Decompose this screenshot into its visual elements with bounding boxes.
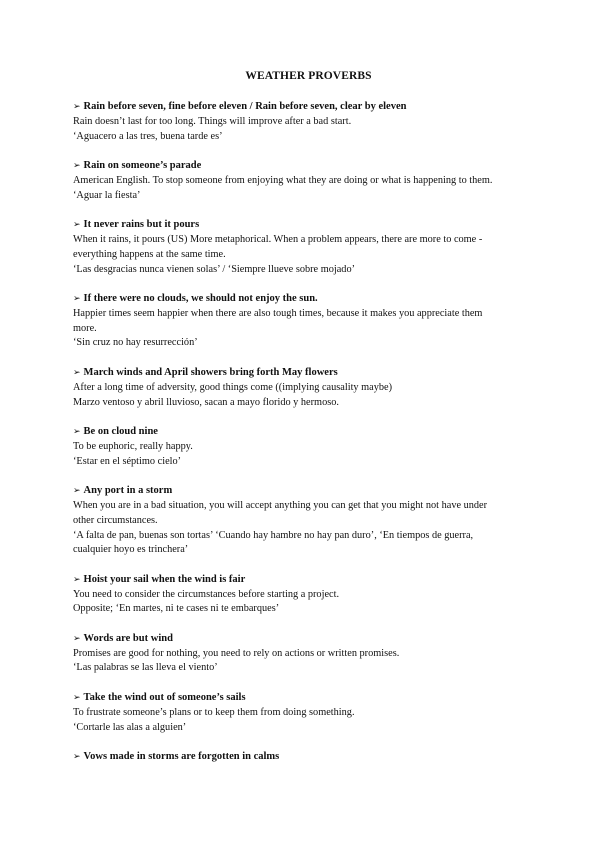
proverb-title bbox=[73, 749, 544, 765]
proverb-item bbox=[73, 291, 544, 351]
proverb-title-text: Rain on someone’s parade bbox=[83, 160, 202, 172]
proverb-line: To frustrate someone’s plans or to keep them from doing something. bbox=[73, 707, 355, 719]
proverb-line: other circumstances. bbox=[73, 514, 158, 526]
proverb-title bbox=[73, 690, 544, 706]
proverb-title bbox=[73, 291, 544, 307]
proverb-line: more. bbox=[73, 322, 97, 334]
proverb-item bbox=[73, 631, 544, 676]
proverb-title-text: It never rains but it pours bbox=[83, 219, 200, 231]
proverb-line: ‘Cortarle las alas a alguien’ bbox=[73, 721, 187, 733]
proverb-title-text: Vows made in storms are forgotten in calms bbox=[83, 751, 280, 763]
proverb-title-text: Be on cloud nine bbox=[83, 426, 158, 438]
proverb-title-text: Any port in a storm bbox=[83, 485, 173, 497]
proverb-title-text: Words are but wind bbox=[83, 632, 173, 644]
arrow-bullet-icon: ➢ bbox=[73, 633, 81, 644]
proverb-line: ‘Aguacero a las tres, buena tarde es’ bbox=[73, 130, 223, 142]
proverb-title-text: March winds and April showers bring forth May flowers bbox=[83, 366, 338, 378]
arrow-bullet-icon: ➢ bbox=[73, 294, 81, 305]
proverb-item bbox=[73, 424, 544, 469]
proverb-item bbox=[73, 572, 544, 617]
proverb-item bbox=[73, 217, 544, 277]
arrow-bullet-icon: ➢ bbox=[73, 427, 81, 438]
proverb-line: Opposite; ‘En martes, ni te cases ni te embarques’ bbox=[73, 603, 280, 615]
proverb-line: When you are in a bad situation, you will accept anything you can get that you might not have under bbox=[73, 500, 488, 512]
document-title: WEATHER PROVERBS bbox=[245, 70, 372, 82]
proverb-title bbox=[73, 424, 544, 440]
proverb-item bbox=[73, 365, 544, 410]
proverb-title bbox=[73, 572, 544, 588]
proverb-title-text: Hoist your sail when the wind is fair bbox=[83, 573, 246, 585]
proverb-line: Happier times seem happier when there are also tough times, because it makes you appreciate them bbox=[73, 308, 483, 320]
arrow-bullet-icon: ➢ bbox=[73, 367, 81, 378]
proverb-line: everything happens at the same time. bbox=[73, 248, 226, 260]
arrow-bullet-icon: ➢ bbox=[73, 220, 81, 231]
proverb-title-text: Take the wind out of someone’s sails bbox=[83, 692, 246, 704]
proverb-item bbox=[73, 483, 544, 557]
proverb-line: Promises are good for nothing, you need to rely on actions or written promises. bbox=[73, 647, 400, 659]
proverb-line: ‘Sin cruz no hay resurrección’ bbox=[73, 337, 198, 349]
proverb-list bbox=[73, 99, 544, 765]
proverb-line: ‘Aguar la fiesta’ bbox=[73, 189, 141, 201]
proverb-line: ‘Estar en el séptimo cielo’ bbox=[73, 455, 182, 467]
proverb-title bbox=[73, 99, 544, 115]
proverb-line: You need to consider the circumstances before starting a project. bbox=[73, 588, 340, 600]
proverb-line: When it rains, it pours (US) More metaphorical. When a problem appears, there are more to come - bbox=[73, 234, 483, 246]
arrow-bullet-icon: ➢ bbox=[73, 693, 81, 704]
proverb-item bbox=[73, 158, 544, 203]
proverb-title bbox=[73, 483, 544, 499]
proverb-line: cualquier hoyo es trinchera’ bbox=[73, 544, 189, 556]
arrow-bullet-icon: ➢ bbox=[73, 752, 81, 763]
arrow-bullet-icon: ➢ bbox=[73, 102, 81, 112]
arrow-bullet-icon: ➢ bbox=[73, 574, 81, 585]
proverb-line: ‘A falta de pan, buenas son tortas’ ‘Cuando hay hambre no hay pan duro’, ‘En tiempos de guerra, bbox=[73, 529, 474, 541]
proverb-title bbox=[73, 158, 544, 174]
proverb-item bbox=[73, 749, 544, 765]
proverb-title bbox=[73, 217, 544, 233]
arrow-bullet-icon: ➢ bbox=[73, 486, 81, 497]
proverb-line: American English. To stop someone from enjoying what they are doing or what is happening to them. bbox=[73, 175, 493, 187]
proverb-item bbox=[73, 690, 544, 735]
proverb-line: ‘Las desgracias nunca vienen solas’ / ‘Siempre llueve sobre mojado’ bbox=[73, 263, 356, 275]
proverb-title bbox=[73, 631, 544, 647]
proverb-line: ‘Las palabras se las lleva el viento’ bbox=[73, 662, 218, 674]
proverb-title bbox=[73, 365, 544, 381]
proverb-line: After a long time of adversity, good things come ((implying causality maybe) bbox=[73, 381, 393, 393]
proverb-title-text: If there were no clouds, we should not enjoy the sun. bbox=[83, 293, 318, 305]
proverb-title-text: Rain before seven, fine before eleven / Rain before seven, clear by eleven bbox=[83, 101, 407, 112]
proverb-line: Marzo ventoso y abril lluvioso, sacan a mayo florido y hermoso. bbox=[73, 396, 339, 408]
proverb-line: Rain doesn’t last for too long. Things will improve after a bad start. bbox=[73, 116, 352, 127]
proverb-item bbox=[73, 99, 544, 144]
proverb-line: To be euphoric, really happy. bbox=[73, 441, 193, 453]
arrow-bullet-icon: ➢ bbox=[73, 161, 81, 172]
